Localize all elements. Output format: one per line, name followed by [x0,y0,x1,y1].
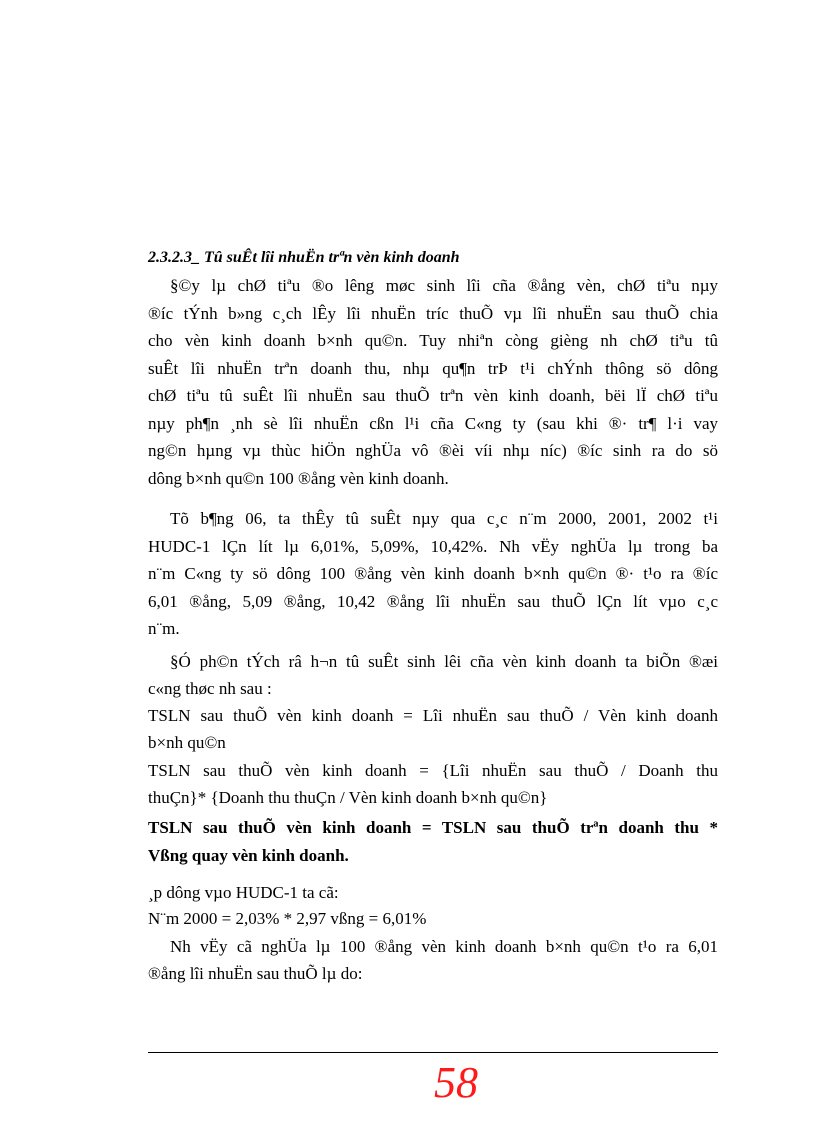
body-line: §Ó ph©n tÝch râ h¬n tû suÊt sinh lêi cña vèn kinh doanh ta biÕn ®æi [170,652,718,671]
body-line: ®íc tÝnh b»ng c¸ch lÊy lîi nhuËn tríc thuÕ vµ lîi nhuËn sau thuÕ chia [148,304,718,323]
body-line: cho vèn kinh doanh b×nh qu©n. Tuy nhiªn còng gièng nh chØ tiªu tû [148,331,718,350]
body-line: ®ång lîi nhuËn sau thuÕ lµ do: [148,964,363,983]
formula-line: b×nh qu©n [148,733,226,752]
body-line: chØ tiªu tû suÊt lîi nhuËn sau thuÕ trªn vèn kinh doanh, bëi lÏ chØ tiªu [148,386,718,405]
body-line: Nh vËy cã nghÜa lµ 100 ®ång vèn kinh doanh b×nh qu©n t¹o ra 6,01 [170,937,718,956]
body-line: ng©n hµng vµ thùc hiÖn nghÜa vô ®èi víi nhµ níc) ®íc sinh ra do sö [148,441,718,460]
body-line: dông b×nh qu©n 100 ®ång vèn kinh doanh. [148,469,449,488]
formula-line-bold: TSLN sau thuÕ vèn kinh doanh = TSLN sau thuÕ trªn doanh thu * [148,818,718,837]
formula-line: TSLN sau thuÕ vèn kinh doanh = {Lîi nhuËn sau thuÕ / Doanh thu [148,761,718,780]
body-line: N¨m 2000 = 2,03% * 2,97 vßng = 6,01% [148,909,427,928]
formula-line-bold: Vßng quay vèn kinh doanh. [148,846,349,865]
body-line: nµy ph¶n ¸nh sè lîi nhuËn cßn l¹i cña C«ng ty (sau khi ®· tr¶ l·i vay [148,414,718,433]
page-number: 58 [434,1058,478,1107]
formula-line: TSLN sau thuÕ vèn kinh doanh = Lîi nhuËn sau thuÕ / Vèn kinh doanh [148,706,718,725]
formula-line: thuÇn}* {Doanh thu thuÇn / Vèn kinh doanh b×nh qu©n} [148,788,548,807]
section-heading: 2.3.2.3_ Tû suÊt lîi nhuËn trªn vèn kinh doanh [148,249,460,266]
body-line: n¨m C«ng ty sö dông 100 ®ång vèn kinh doanh b×nh qu©n ®· t¹o ra ®íc [148,564,718,583]
body-line: suÊt lîi nhuËn trªn doanh thu, nhµ qu¶n trÞ t¹i chÝnh thông sö dông [148,359,718,378]
body-line: ¸p dông vµo HUDC-1 ta cã: [148,883,339,902]
body-line: n¨m. [148,619,180,638]
body-line: 6,01 ®ång, 5,09 ®ång, 10,42 ®ång lîi nhuËn sau thuÕ lÇn lít vµo c¸c [148,592,718,611]
footer-rule [148,1052,718,1053]
body-line: HUDC-1 lÇn lít lµ 6,01%, 5,09%, 10,42%. Nh vËy nghÜa lµ trong ba [148,537,718,556]
body-line: Tõ b¶ng 06, ta thÊy tû suÊt nµy qua c¸c n¨m 2000, 2001, 2002 t¹i [170,509,718,528]
body-line: §©y lµ chØ tiªu ®o lêng møc sinh lîi cña ®ång vèn, chØ tiªu nµy [170,276,718,295]
body-line: c«ng thøc nh sau : [148,679,272,698]
